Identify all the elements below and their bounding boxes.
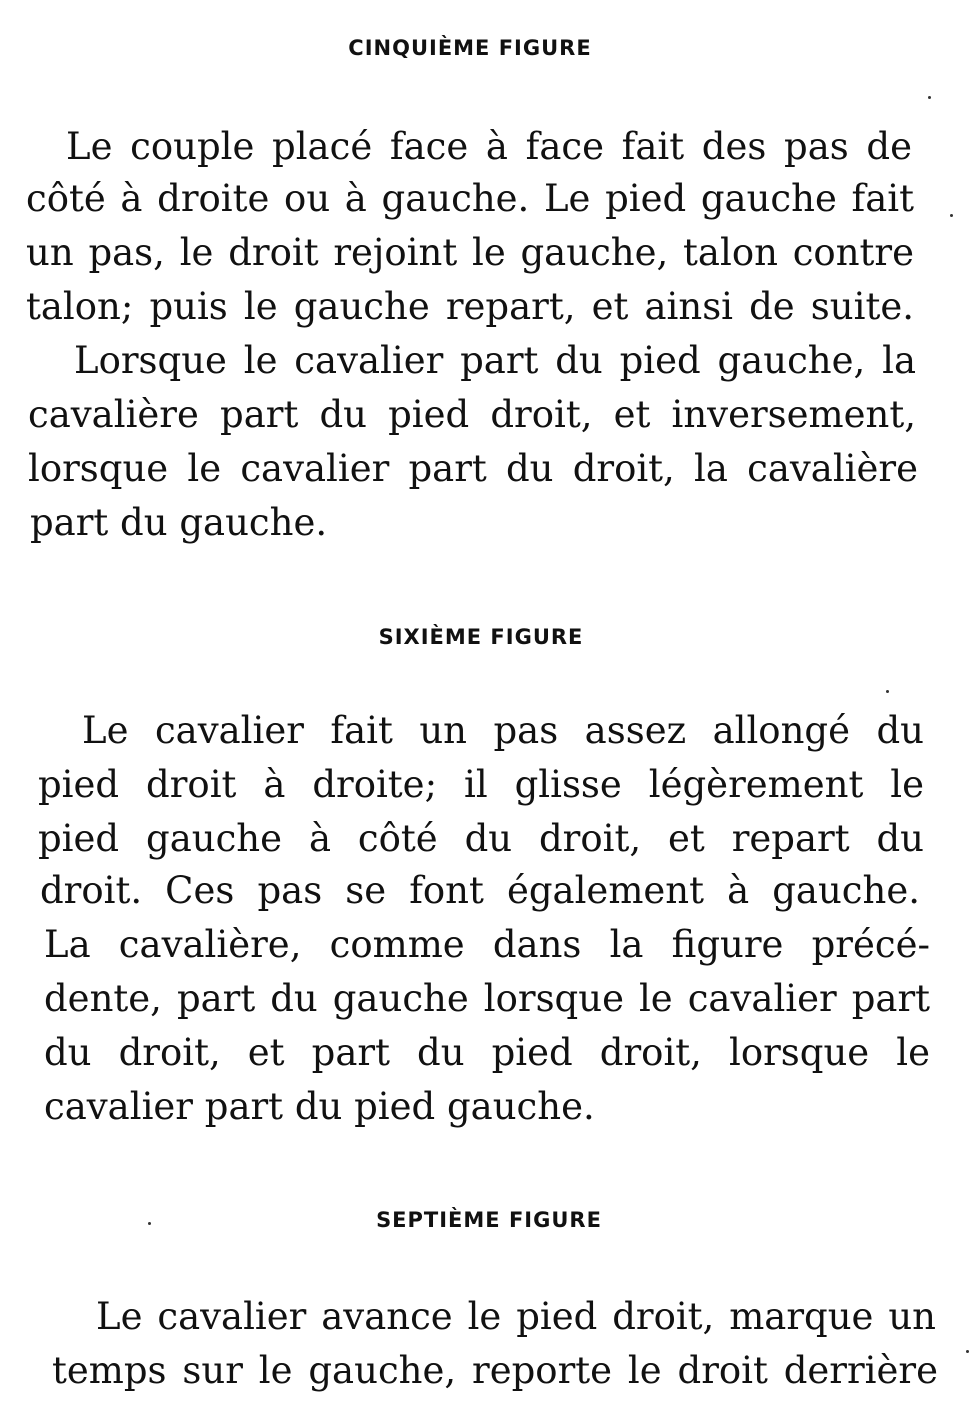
paragraph-line: cavalier part du pied gauche. [44, 1085, 595, 1128]
paragraph-line: un pas, le droit rejoint le gauche, talon contre [26, 231, 914, 274]
paragraph-line: La cavalière, comme dans la figure précé- [44, 923, 930, 966]
paragraph-line: Le cavalier avance le pied droit, marque un [96, 1295, 936, 1338]
print-speck [928, 96, 931, 99]
section-heading-sixieme: SIXIÈME FIGURE [378, 625, 584, 649]
paragraph-line: dente, part du gauche lorsque le cavalier part [44, 977, 930, 1020]
print-speck [886, 690, 889, 693]
section-heading-cinquieme: CINQUIÈME FIGURE [348, 36, 592, 60]
paragraph-line: lorsque le cavalier part du droit, la cavalière [28, 447, 918, 490]
paragraph-line: côté à droite ou à gauche. Le pied gauche fait [26, 177, 914, 220]
paragraph-line: Le cavalier fait un pas assez allongé du [82, 709, 924, 752]
paragraph-line: talon; puis le gauche repart, et ainsi de suite. [26, 285, 914, 328]
print-speck [966, 1350, 969, 1353]
paragraph-line: temps sur le gauche, reporte le droit derrière [52, 1349, 938, 1392]
paragraph-line: cavalière part du pied droit, et inversement, [28, 393, 916, 436]
print-speck [950, 214, 953, 217]
section-heading-septieme: SEPTIÈME FIGURE [376, 1208, 602, 1232]
paragraph-line: pied gauche à côté du droit, et repart du [38, 817, 924, 860]
paragraph-line: droit. Ces pas se font également à gauche. [40, 869, 920, 912]
paragraph-line: pied droit à droite; il glisse légèrement le [38, 763, 924, 806]
paragraph-line: Le couple placé face à face fait des pas de [66, 125, 912, 168]
paragraph-line: part du gauche. [30, 501, 328, 544]
paragraph-line: du droit, et part du pied droit, lorsque le [44, 1031, 930, 1074]
print-speck [148, 1222, 151, 1225]
paragraph-line: Lorsque le cavalier part du pied gauche, la [74, 339, 916, 382]
